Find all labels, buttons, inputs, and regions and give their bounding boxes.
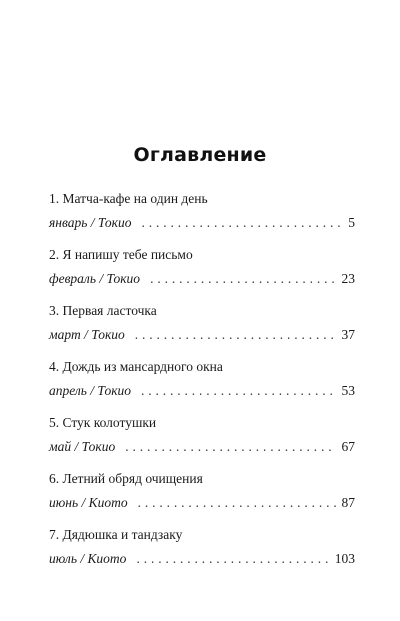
dot-leader [135,326,336,344]
toc-entry-1[interactable] [49,190,355,246]
chapter-title: 1. Матча-кафе на один день [49,191,208,206]
chapter-title: 6. Летний обряд очищения [49,471,203,486]
chapter-meta-line [49,326,355,344]
chapter-month-city: февраль / Токио [49,271,141,286]
table-of-contents [49,190,355,582]
chapter-month-city: июнь / Киото [49,495,128,510]
chapter-title: 5. Стук колотушки [49,415,157,430]
dot-leader [141,382,335,400]
chapter-page-number: 53 [341,383,355,398]
toc-entry-3[interactable] [49,302,355,358]
toc-entry-6[interactable] [49,470,355,526]
toc-entry-5[interactable] [49,414,355,470]
dot-leader [150,270,335,288]
chapter-page-number: 67 [341,439,355,454]
chapter-month-city: май / Токио [49,439,116,454]
chapter-page-number: 37 [341,327,355,342]
chapter-month-city: январь / Токио [49,215,132,230]
chapter-title: 3. Первая ласточка [49,303,157,318]
dot-leader [125,438,335,456]
chapter-page-number: 23 [341,271,355,286]
chapter-month-city: апрель / Токио [49,383,132,398]
dot-leader [141,214,342,232]
chapter-meta-line [49,438,355,456]
chapter-month-city: март / Токио [49,327,125,342]
chapter-month-city: июль / Киото [49,551,127,566]
dot-leader [138,494,336,512]
chapter-meta-line [49,550,355,568]
chapter-meta-line [49,214,355,232]
toc-entry-7[interactable] [49,526,355,582]
dot-leader [136,550,328,568]
chapter-title: 4. Дождь из мансардного окна [49,359,223,374]
chapter-page-number: 103 [334,551,355,566]
chapter-page-number: 5 [348,215,355,230]
chapter-title: 7. Дядюшка и тандзаку [49,527,183,542]
chapter-meta-line [49,382,355,400]
chapter-meta-line [49,270,355,288]
chapter-page-number: 87 [341,495,355,510]
toc-entry-4[interactable] [49,358,355,414]
toc-heading: Оглавление [133,144,267,166]
toc-entry-2[interactable] [49,246,355,302]
chapter-title: 2. Я напишу тебе письмо [49,247,193,262]
chapter-meta-line [49,494,355,512]
